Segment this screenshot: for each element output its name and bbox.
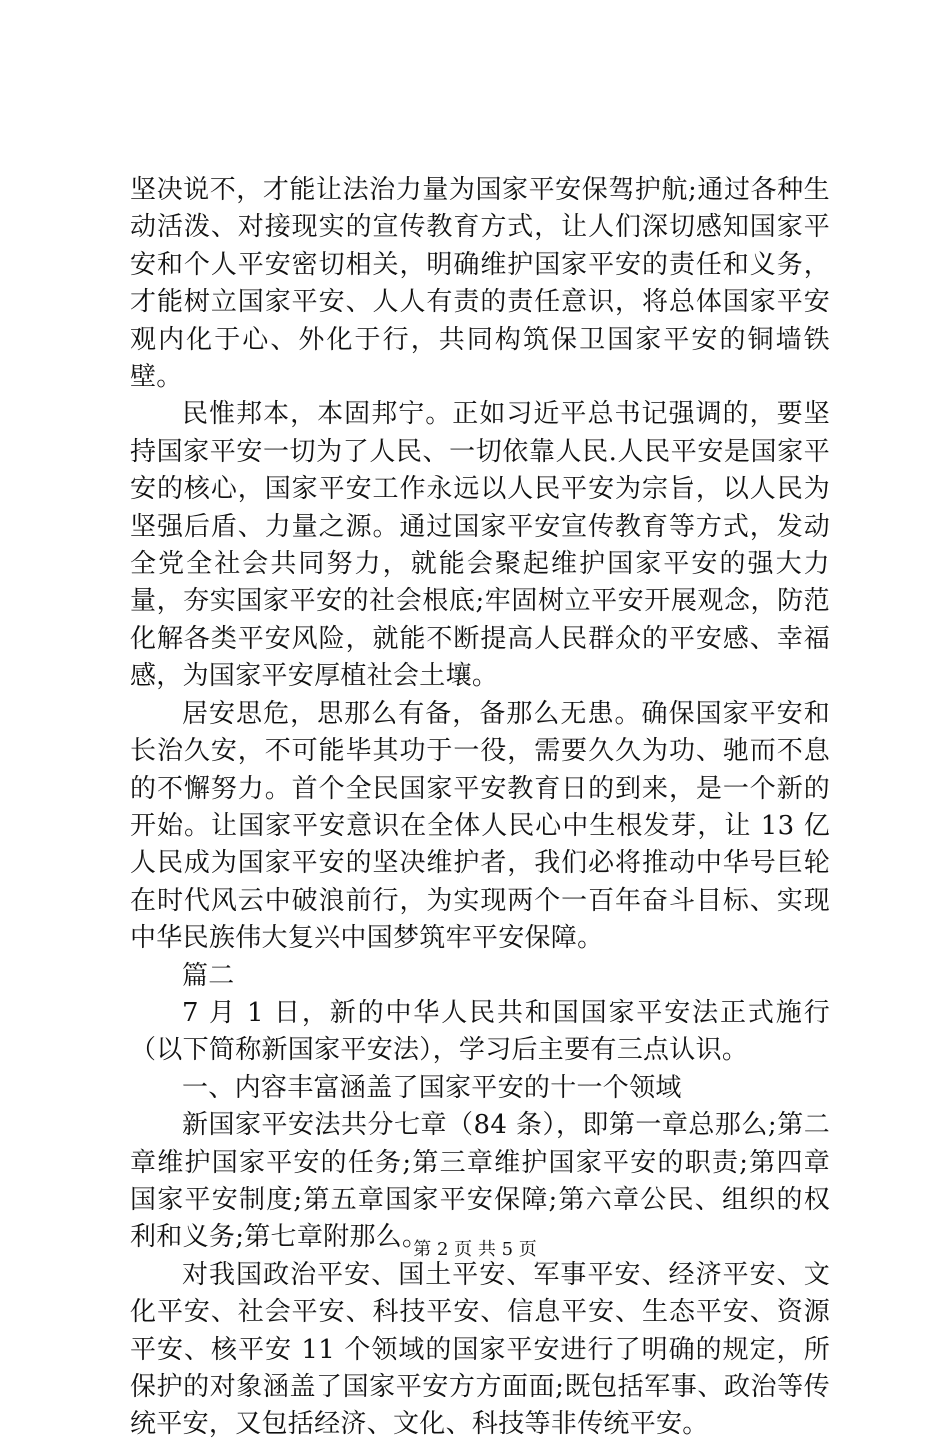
subsection-heading: 一、内容丰富涵盖了国家平安的十一个领域 xyxy=(182,1072,682,1103)
paragraph: 对我国政治平安、国土平安、军事平安、经济平安、文化平安、社会平安、科技平安、信息平安、生态平安、资源平安、核平安 11 个领域的国家平安进行了明确的规定，所保护的对象涵盖了国家平安方方面面;既包括军事、政治等传统平安，又包括经济、文化、科技等非传统平安。 xyxy=(130,1259,830,1440)
paragraph: 坚决说不，才能让法治力量为国家平安保驾护航;通过各种生动活泼、对接现实的宣传教育方式，让人们深切感知国家平安和个人平安密切相关，明确维护国家平安的责任和义务，才能树立国家平安、人人有责的责任意识，将总体国家平安观内化于心、外化于行，共同构筑保卫国家平安的铜墙铁壁。 xyxy=(130,175,830,393)
paragraph: 民惟邦本，本固邦宁。正如习近平总书记强调的，要坚持国家平安一切为了人民、一切依靠人民.人民平安是国家平安的核心，国家平安工作永远以人民平安为宗旨，以人民为坚强后盾、力量之源。通过国家平安宣传教育等方式，发动全党全社会共同努力，就能会聚起维护国家平安的强大力量，夯实国家平安的社会根底;牢固树立平安开展观念，防范化解各类平安风险，就能不断提高人民群众的平安感、幸福感，为国家平安厚植社会土壤。 xyxy=(130,399,830,692)
page-number-footer: 第 2 页 共 5 页 xyxy=(413,1239,537,1260)
paragraph: 新国家平安法共分七章（84 条），即第一章总那么;第二章维护国家平安的任务;第三章维护国家平安的职责;第四章国家平安制度;第五章国家平安保障;第六章公民、组织的权利和义务;第七章附那么。 xyxy=(130,1110,830,1253)
section-heading: 篇二 xyxy=(182,960,235,991)
paragraph: 居安思危，思那么有备，备那么无患。确保国家平安和长治久安，不可能毕其功于一役，需要久久为功、驰而不息的不懈努力。首个全民国家平安教育日的到来，是一个新的开始。让国家平安意识在全体人民心中生根发芽，让 13 亿人民成为国家平安的坚决维护者，我们必将推动中华号巨轮在时代风云中破浪前行，为实现两个一百年奋斗目标、实现中华民族伟大复兴中国梦筑牢平安保障。 xyxy=(130,698,830,954)
paragraph: 7 月 1 日，新的中华人民共和国国家平安法正式施行（以下简称新国家平安法），学习后主要有三点认识。 xyxy=(130,997,830,1066)
